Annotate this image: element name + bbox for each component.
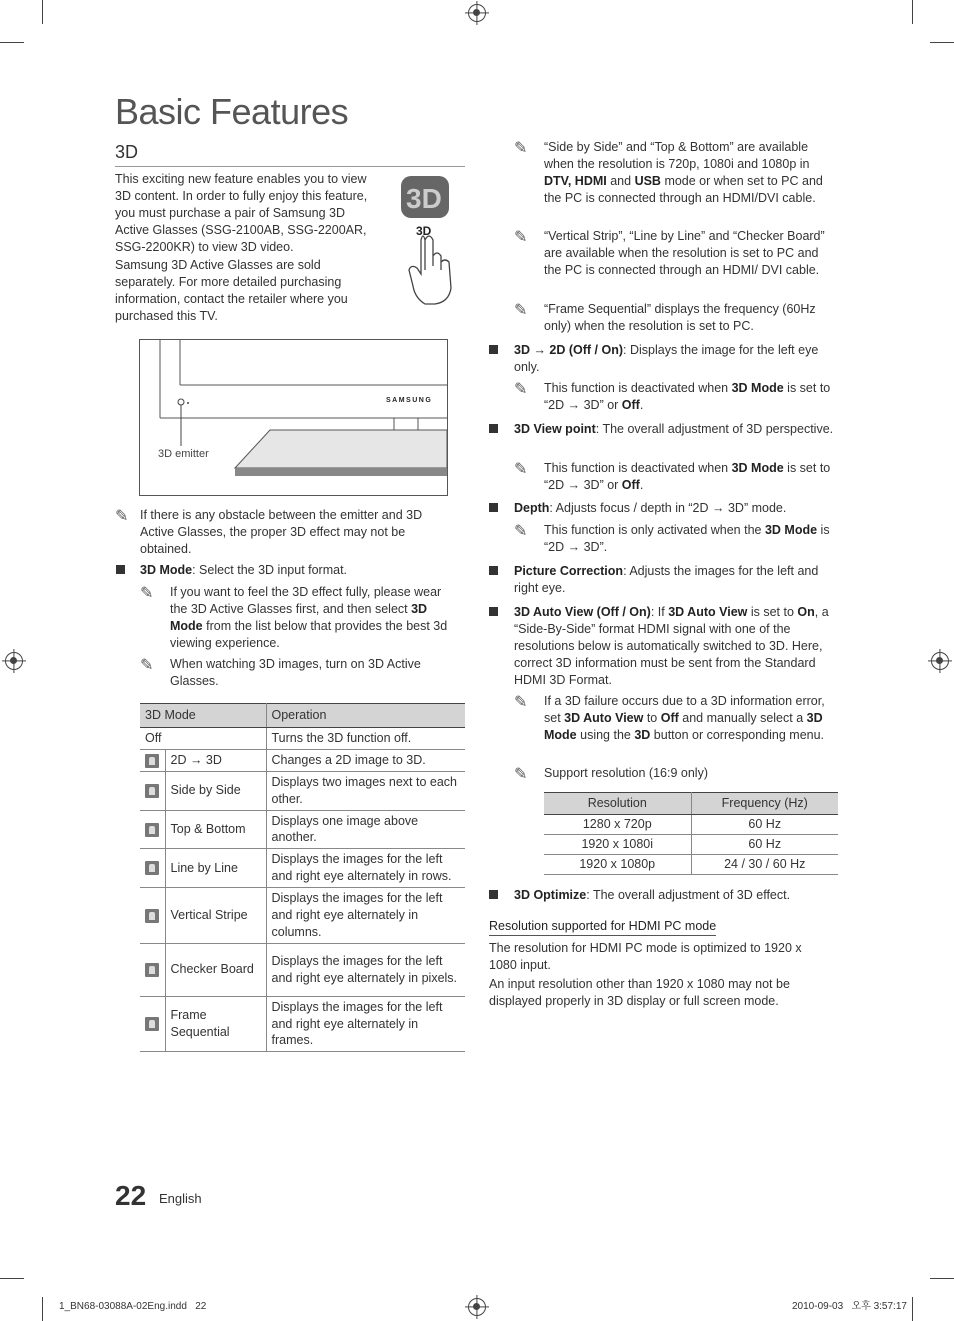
table-row <box>140 727 465 749</box>
table-row <box>140 943 465 996</box>
footer-filename: 1_BN68-03088A-02Eng.indd 22 <box>59 1301 207 1312</box>
mode-cell: 2D → 3D <box>165 749 266 771</box>
crop-mark <box>0 42 24 43</box>
table-row <box>140 888 465 944</box>
crop-mark <box>42 1297 43 1321</box>
bullet-depth: Depth: Adjusts focus / depth in “2D → 3D” mode. <box>514 501 787 515</box>
note-text: “Vertical Strip”, “Line by Line” and “Checker Board” are available when the resolution is set to PC and the PC is connected through an HDMI/ DVI cable. <box>544 229 825 277</box>
frame-sequential-mode-icon <box>145 1017 159 1031</box>
note-vertical-strip <box>514 228 832 279</box>
note-text: “Frame Sequential” displays the frequency (60Hz only) when the resolution is set to PC. <box>544 302 816 333</box>
bullet-icon <box>489 345 498 354</box>
operation-cell: Displays the images for the left and right eye alternately in pixels. <box>266 943 465 996</box>
page-number: 22 <box>115 1180 147 1211</box>
section-heading: 3D <box>115 140 465 167</box>
operation-cell: Turns the 3D function off. <box>266 727 465 749</box>
table-row <box>140 996 465 1052</box>
note-turn-on-glasses <box>140 656 458 690</box>
operation-cell: Displays the images for the left and right eye alternately in frames. <box>266 996 465 1052</box>
note-obstacle <box>115 507 455 558</box>
bullet-3d-auto-view: 3D Auto View (Off / On): If 3D Auto View is set to On, a “Side-By-Side” format HDMI signal with one of the resolutions below is automatically switched to 3D. Here, correct 3D information must be sent from the Standard HDMI 3D Format. <box>514 605 829 687</box>
table-row <box>140 810 465 849</box>
operation-cell: Displays the images for the left and right eye alternately in columns. <box>266 888 465 944</box>
note-pencil-icon: ✎ <box>140 657 154 674</box>
mode-cell: Vertical Stripe <box>165 888 266 944</box>
2d-to-3d-mode-icon <box>145 754 159 768</box>
resolution-cell: 1920 x 1080p <box>544 854 691 874</box>
table-row <box>544 854 838 874</box>
bullet-icon <box>489 607 498 616</box>
intro-paragraph-1: This exciting new feature enables you to view 3D content. In order to fully enjoy this feature, you must purchase a pair of Samsung 3D Active Glasses (SSG-2100AB, SSG-2200AR, SSG-2200KR) to view 3D video. <box>115 172 368 254</box>
note-text: “Side by Side” and “Top & Bottom” are available when the resolution is 720p, 1080i and 1080p in DTV, HDMI and USB mode or when set to PC and the PC is connected through an HDMI/DVI cable. <box>544 140 823 205</box>
operation-cell: Displays two images next to each other. <box>266 771 465 810</box>
note-3d-failure <box>514 693 838 744</box>
bullet-3d-view-point: 3D View point: The overall adjustment of 3D perspective. <box>514 422 834 436</box>
bullet-icon <box>489 503 498 512</box>
note-pencil-icon: ✎ <box>514 381 528 398</box>
bullet-picture-correction: Picture Correction: Adjusts the images for the left and right eye. <box>514 564 819 595</box>
bullet-3d-optimize: 3D Optimize: The overall adjustment of 3D effect. <box>514 888 791 902</box>
tv-emitter-figure <box>139 339 448 496</box>
crop-mark <box>42 0 43 24</box>
note-pencil-icon: ✎ <box>115 508 129 525</box>
operation-cell: Displays the images for the left and right eye alternately in rows. <box>266 849 465 888</box>
note-text: This function is only activated when the 3D Mode is “2D → 3D”. <box>544 523 830 554</box>
note-wear-glasses <box>140 584 458 652</box>
crop-mark <box>930 1278 954 1279</box>
note-deactivated-1 <box>514 380 832 414</box>
brand-logo: SAMSUNG <box>386 397 433 404</box>
table-row <box>140 771 465 810</box>
note-text: If you want to feel the 3D effect fully, please wear the 3D Active Glasses first, and then select 3D Mode from the list below that provides the best 3d viewing experience. <box>170 585 448 650</box>
note-support-resolution <box>514 765 832 782</box>
table-row <box>544 834 838 854</box>
note-depth-activated <box>514 522 832 556</box>
emitter-label: 3D emitter <box>158 448 209 460</box>
hdmi-pc-paragraph-2: An input resolution other than 1920 x 1080 may not be displayed properly in 3D display or full screen mode. <box>489 977 790 1008</box>
top-and-bottom-mode-icon <box>145 823 159 837</box>
resolution-cell: 1280 x 720p <box>544 814 691 834</box>
svg-text:3D: 3D <box>406 183 442 214</box>
note-pencil-icon: ✎ <box>514 461 528 478</box>
vertical-stripe-mode-icon <box>145 909 159 923</box>
crop-mark <box>0 1278 24 1279</box>
frequency-cell: 60 Hz <box>691 814 838 834</box>
bullet-icon <box>116 565 125 574</box>
side-by-side-mode-icon <box>145 784 159 798</box>
subsection-heading: Resolution supported for HDMI PC mode <box>489 918 716 936</box>
tv-illustration <box>140 340 447 495</box>
operation-cell: Changes a 2D image to 3D. <box>266 749 465 771</box>
frequency-cell: 24 / 30 / 60 Hz <box>691 854 838 874</box>
table-header: Resolution <box>544 793 691 815</box>
registration-mark-icon <box>931 652 949 670</box>
note-pencil-icon: ✎ <box>514 302 528 319</box>
3d-mode-table <box>140 703 465 1052</box>
table-header-row <box>544 793 838 815</box>
crop-mark <box>912 0 913 24</box>
bullet-3d-mode <box>140 562 460 579</box>
mode-cell: Side by Side <box>165 771 266 810</box>
mode-cell: Line by Line <box>165 849 266 888</box>
table-row <box>140 849 465 888</box>
crop-mark <box>930 42 954 43</box>
table-row <box>140 749 465 771</box>
checker-board-mode-icon <box>145 963 159 977</box>
line-by-line-mode-icon <box>145 861 159 875</box>
note-text: This function is deactivated when 3D Mode is set to “2D → 3D” or Off. <box>544 461 831 492</box>
table-header: Frequency (Hz) <box>691 793 838 815</box>
mode-cell: Off <box>140 727 266 749</box>
term: 3D Mode <box>140 563 193 577</box>
note-side-by-side-availability <box>514 139 832 207</box>
note-pencil-icon: ✎ <box>140 585 154 602</box>
bullet-icon <box>489 424 498 433</box>
registration-mark-icon <box>468 4 486 22</box>
mode-cell: Top & Bottom <box>165 810 266 849</box>
mode-cell: Checker Board <box>165 943 266 996</box>
table-header-row <box>140 704 465 728</box>
bullet-icon <box>489 566 498 575</box>
page-language: English <box>159 1191 202 1206</box>
note-pencil-icon: ✎ <box>514 694 528 711</box>
frequency-cell: 60 Hz <box>691 834 838 854</box>
remote-3d-button-illustration <box>395 170 465 310</box>
resolution-cell: 1920 x 1080i <box>544 834 691 854</box>
resolution-table <box>544 792 838 875</box>
hdmi-pc-paragraph-1: The resolution for HDMI PC mode is optimized to 1920 x 1080 input. <box>489 941 802 972</box>
3d-button-label: 3D <box>416 224 432 238</box>
note-text: Support resolution (16:9 only) <box>544 766 708 780</box>
intro-paragraph-2: Samsung 3D Active Glasses are sold separately. For more detailed purchasing information, contact the retailer where you purchased this TV. <box>115 258 348 323</box>
note-pencil-icon: ✎ <box>514 229 528 246</box>
note-pencil-icon: ✎ <box>514 140 528 157</box>
note-text: If there is any obstacle between the emitter and 3D Active Glasses, the proper 3D effect may not be obtained. <box>140 508 423 556</box>
registration-mark-icon <box>468 1298 486 1316</box>
note-deactivated-2 <box>514 460 832 494</box>
note-text: This function is deactivated when 3D Mode is set to “2D → 3D” or Off. <box>544 381 831 412</box>
table-row <box>544 814 838 834</box>
footer-timestamp: 2010-09-03 오후 3:57:17 <box>792 1301 907 1312</box>
bullet-3d-to-2d: 3D → 2D (Off / On): Displays the image for the left eye only. <box>514 343 819 374</box>
page-title: Basic Features <box>115 91 349 132</box>
note-pencil-icon: ✎ <box>514 523 528 540</box>
note-text: When watching 3D images, turn on 3D Active Glasses. <box>170 657 421 688</box>
registration-mark-icon <box>5 652 23 670</box>
bullet-icon <box>489 890 498 899</box>
table-header: 3D Mode <box>140 704 266 728</box>
table-header: Operation <box>266 704 465 728</box>
desc: : Select the 3D input format. <box>192 563 348 577</box>
crop-mark <box>912 1297 913 1321</box>
mode-cell: Frame Sequential <box>165 996 266 1052</box>
operation-cell: Displays one image above another. <box>266 810 465 849</box>
note-text: If a 3D failure occurs due to a 3D information error, set 3D Auto View to Off and manually select a 3D Mode using the 3D button or corresponding menu. <box>544 694 825 742</box>
note-pencil-icon: ✎ <box>514 766 528 783</box>
3d-button-icon <box>395 170 465 310</box>
note-frame-sequential <box>514 301 832 335</box>
